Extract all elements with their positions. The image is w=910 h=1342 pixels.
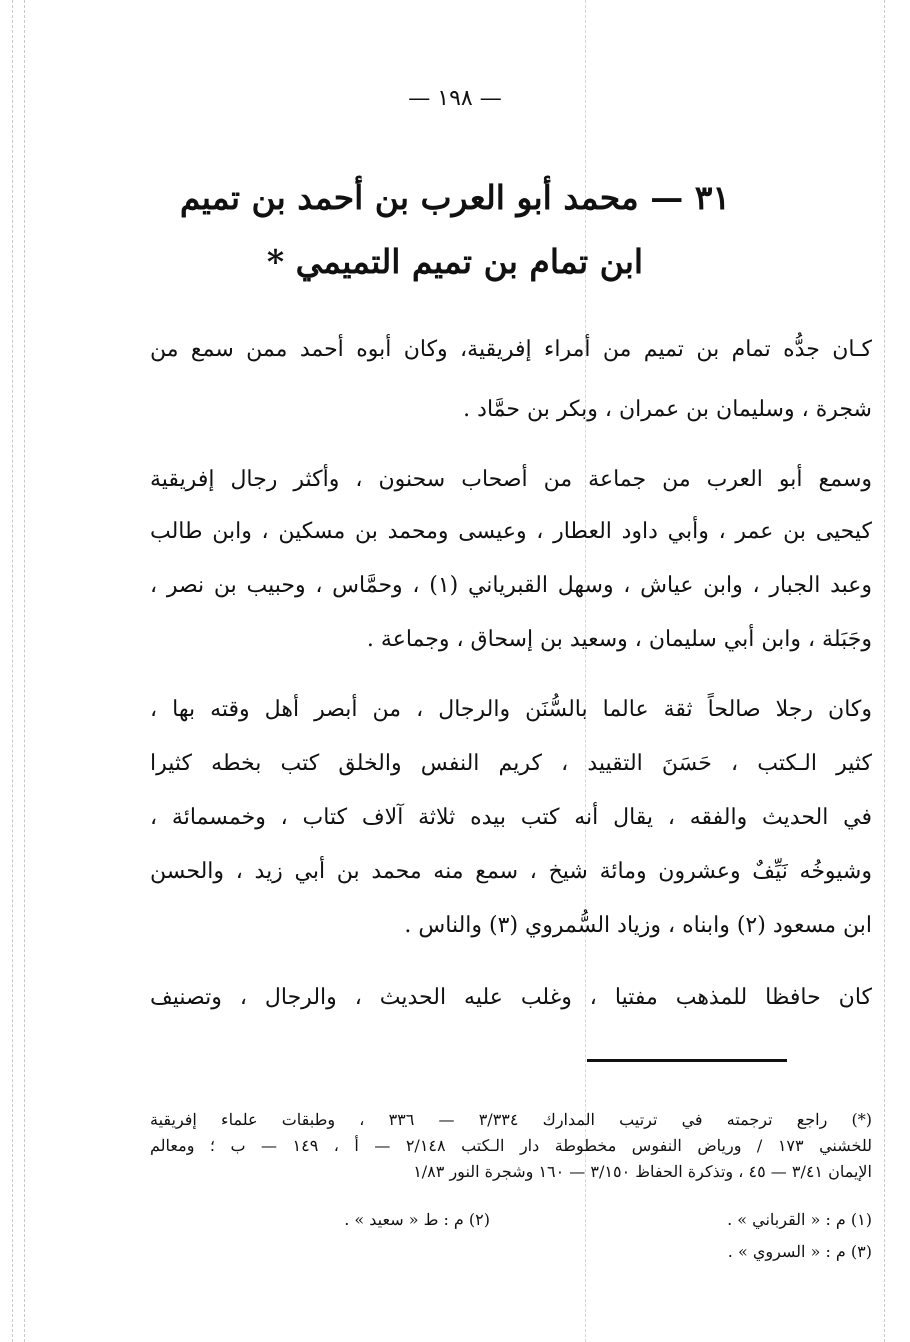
page-number: — ١٩٨ —: [408, 86, 502, 111]
body-text-line: كيحيى بن عمر ، وأبي داود العطار ، وعيسى ومحمد بن مسكين ، وابن طالب: [150, 519, 872, 544]
body-text-line: وجَبَلة ، وابن أبي سليمان ، وسعيد بن إسحاق ، وجماعة .: [366, 627, 872, 652]
body-text-line: في الحديث والفقه ، يقال أنه كتب بيده ثلاثة آلاف كتاب ، وخمسمائة ،: [150, 805, 872, 830]
footnote-1: (١) م : « القرباني » .: [727, 1210, 872, 1229]
body-text-line: كان حافظا للمذهب مفتيا ، وغلب عليه الحديث ، والرجال ، وتصنيف: [150, 985, 872, 1010]
body-text-line: كـان جدُّه تمام بن تميم من أمراء إفريقية، وكان أبوه أحمد ممن سمع من: [150, 337, 872, 362]
footnote-3: (٣) م : « السروي » .: [727, 1242, 872, 1261]
body-text-line: وشيوخُه نَيِّفٌ وعشرون ومائة شيخ ، سمع منه محمد بن أبي زيد ، والحسن: [150, 859, 872, 884]
footnote-source-line: الإيمان ٣/٤١ — ٤٥ ، وتذكرة الحفاظ ٣/١٥٠ — ١٦٠ وشجرة النور ١/٨٣: [413, 1162, 872, 1181]
body-text-line: وكان رجلا صالحاً ثقة عالما بالسُّنَن والرجال ، من أبصر أهل وقته بها ،: [150, 697, 872, 722]
footnote-source-line: (*) راجع ترجمته في ترتيب المدارك ٣/٣٣٤ — ٣٣٦ ، وطبقات علماء إفريقية: [150, 1110, 872, 1129]
footnote-2: (٢) م : ط « سعيد » .: [344, 1210, 490, 1229]
scan-artifact-line: [884, 0, 885, 1342]
scan-artifact-line: [12, 0, 13, 1342]
footnote-source-line: للخشني ١٧٣ / ورياض النفوس مخطوطة دار الـكتب ٢/١٤٨ — أ ، ١٤٩ — ب ؛ ومعالم: [150, 1136, 873, 1155]
scan-artifact-line: [24, 0, 25, 1342]
body-text-line: وسمع أبو العرب من جماعة من أصحاب سحنون ، وأكثر رجال إفريقية: [150, 467, 872, 492]
entry-heading-continuation: ابن تمام بن تميم التميمي *: [266, 242, 644, 281]
footnote-separator: [587, 1059, 787, 1062]
entry-heading: ٣١ — محمد أبو العرب بن أحمد بن تميم: [179, 178, 731, 217]
body-text-line: ابن مسعود (٢) وابناه ، وزياد السُّمروي (٣) والناس .: [404, 913, 872, 938]
body-text-line: شجرة ، وسليمان بن عمران ، وبكر بن حمَّاد .: [463, 397, 872, 422]
body-text-line: وعبد الجبار ، وابن عياش ، وسهل القبرياني (١) ، وحمَّاس ، وحبيب بن نصر ،: [150, 573, 873, 598]
body-text-line: كثير الـكتب ، حَسَنَ التقييد ، كريم النفس والخلق كتب بخطه كثيرا: [150, 751, 872, 776]
